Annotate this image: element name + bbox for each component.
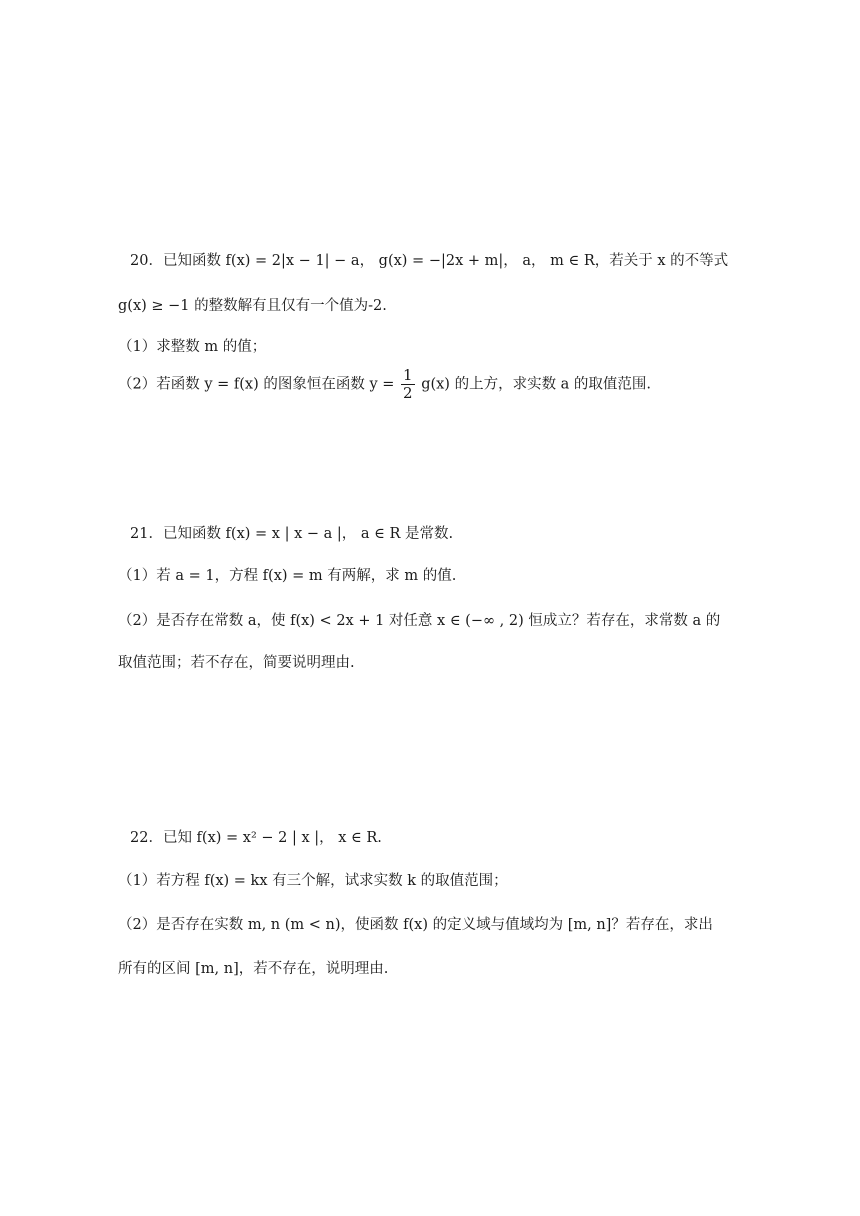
problem-21-line-1: 21．已知函数 f(x) = x | x − a |， a ∈ R 是常数. — [130, 526, 454, 542]
fraction-numerator: 1 — [403, 366, 413, 384]
problem-20-line-2: g(x) ≥ −1 的整数解有且仅有一个值为-2. — [118, 298, 387, 314]
fraction-one-half — [401, 367, 415, 402]
problem-20-part-2 — [118, 367, 651, 402]
problem-21-part-2: （2）是否存在常数 a，使 f(x) < 2x + 1 对任意 x ∈ (−∞ , 2) 恒成立？若存在，求常数 a 的 — [118, 613, 721, 629]
problem-20-part-2-after: g(x) 的上方，求实数 a 的取值范围. — [421, 376, 652, 393]
problem-21-part-1: （1）若 a = 1，方程 f(x) = m 有两解，求 m 的值. — [118, 568, 457, 584]
fraction-denominator: 2 — [403, 384, 413, 402]
problem-20-part-2-before: （2）若函数 y = f(x) 的图象恒在函数 y = — [118, 376, 395, 393]
problem-20-line-1: 20．已知函数 f(x) = 2|x − 1| − a， g(x) = −|2x + m|， a， m ∈ R，若关于 x 的不等式 — [130, 253, 729, 269]
problem-22-part-2-cont: 所有的区间 [m, n]，若不存在，说明理由. — [118, 961, 389, 977]
problem-22-part-1: （1）若方程 f(x) = kx 有三个解，试求实数 k 的取值范围； — [118, 873, 508, 889]
problem-22-part-2: （2）是否存在实数 m, n (m < n)，使函数 f(x) 的定义域与值域均为 [m, n]？若存在，求出 — [118, 917, 713, 933]
problem-20-part-1: （1）求整数 m 的值； — [118, 339, 267, 355]
problem-21-part-2-cont: 取值范围；若不存在，简要说明理由. — [118, 655, 355, 671]
problem-22-line-1: 22．已知 f(x) = x² − 2 | x |， x ∈ R. — [130, 830, 382, 846]
